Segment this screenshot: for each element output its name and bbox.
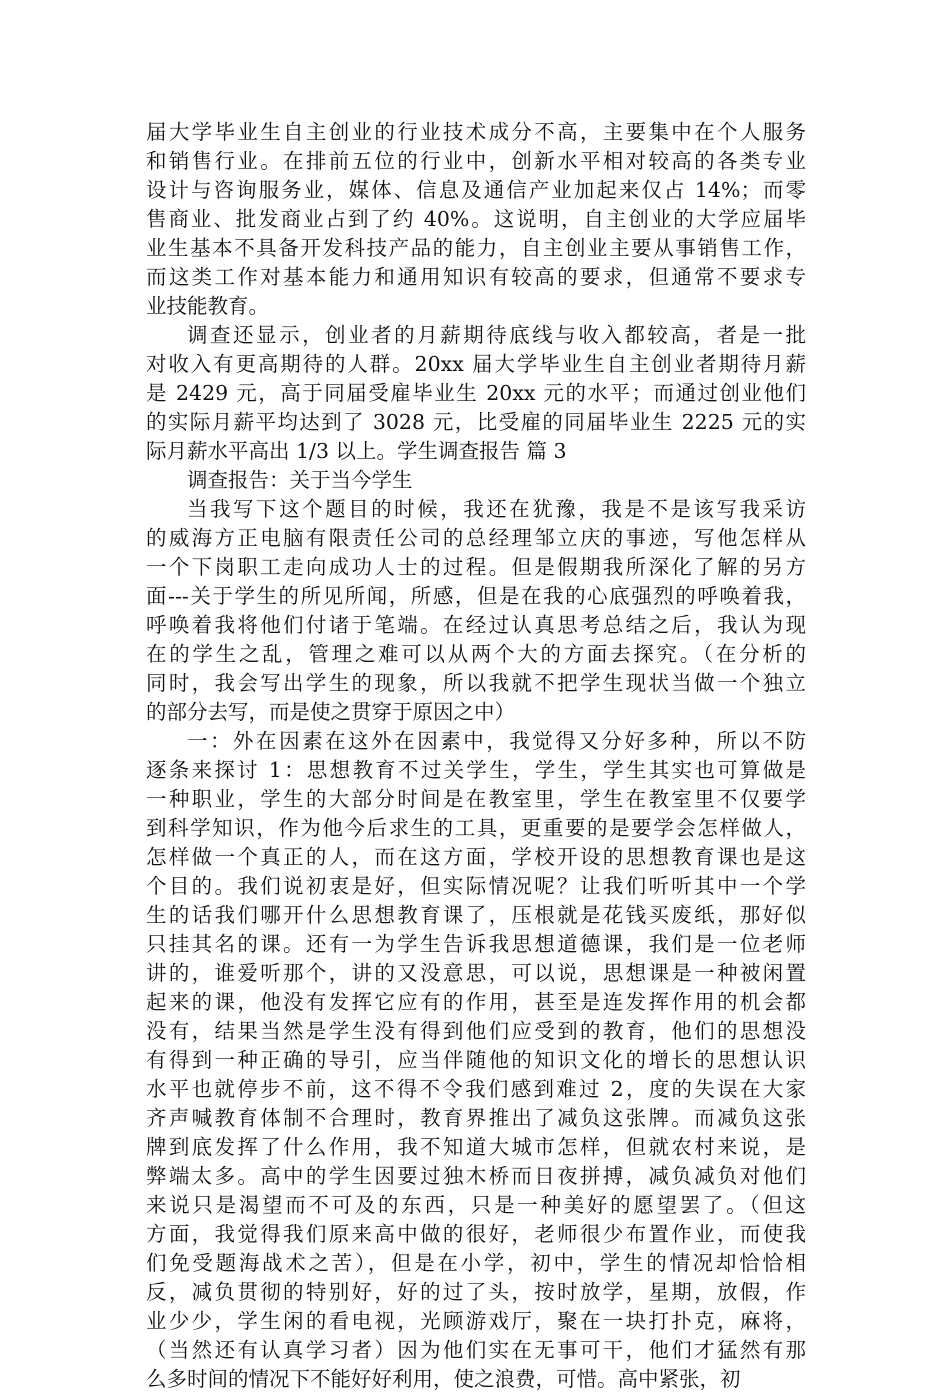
paragraph	[146, 118, 806, 321]
text-line: （当然还有认真学习者）因为他们实在无事可干，他们才猛然有那	[146, 1338, 806, 1362]
text-line: 调查还显示，创业者的月薪期待底线与收入都较高，者是一批	[187, 323, 806, 347]
text-line: 来说只是渴望而不可及的东西，只是一种美好的愿望罢了。（但这	[146, 1193, 806, 1217]
text-line: 业少少，学生闲的看电视，光顾游戏厅，聚在一块打扑克，麻将，	[146, 1309, 806, 1333]
text-line: 的实际月薪平均达到了 3028 元，比受雇的同届毕业生 2225 元的实	[146, 410, 806, 434]
text-line: 弊端太多。高中的学生因要过独木桥而日夜拼搏，减负减负对他们	[146, 1164, 806, 1188]
text-line: 调查报告：关于当今学生	[187, 468, 413, 492]
text-line: 售商业、批发商业占到了约 40%。这说明，自主创业的大学应届毕	[146, 207, 806, 231]
text-line: 对收入有更高期待的人群。20xx 届大学毕业生自主创业者期待月薪	[146, 352, 806, 376]
text-line: 方面，我觉得我们原来高中做的很好，老师很少布置作业，而使我	[146, 1222, 806, 1246]
text-line: 怎样做一个真正的人，而在这方面，学校开设的思想教育课也是这	[146, 845, 806, 869]
text-line: 么多时间的情况下不能好好利用，使之浪费，可惜。高中紧张，初	[146, 1367, 741, 1391]
text-line: 一：外在因素在这外在因素中，我觉得又分好多种，所以不防	[187, 729, 806, 753]
text-line: 牌到底发挥了什么作用，我不知道大城市怎样，但就农村来说，是	[146, 1135, 806, 1159]
text-line: 讲的，谁爱听那个，讲的又没意思，可以说，思想课是一种被闲置	[146, 961, 806, 985]
paragraph	[146, 321, 806, 466]
text-line: 水平也就停步不前，这不得不令我们感到难过 2，度的失误在大家	[146, 1077, 806, 1101]
text-line: 生的话我们哪开什么思想教育课了，压根就是花钱买废纸，那好似	[146, 903, 806, 927]
text-line: 业技能教育。	[146, 294, 269, 318]
text-line: 有得到一种正确的导引，应当伴随他的知识文化的增长的思想认识	[146, 1048, 806, 1072]
text-line: 一个下岗职工走向成功人士的过程。但是假期我所深化了解的另方	[146, 555, 806, 579]
text-line: 没有，结果当然是学生没有得到他们应受到的教育，他们的思想没	[146, 1019, 806, 1043]
text-line: 反，减负贯彻的特别好，好的过了头，按时放学，星期，放假，作	[146, 1280, 806, 1304]
paragraph	[146, 466, 806, 495]
text-line: 一种职业，学生的大部分时间是在教室里，学生在教室里不仅要学	[146, 787, 806, 811]
text-line: 只挂其名的课。还有一为学生告诉我思想道德课，我们是一位老师	[146, 932, 806, 956]
paragraph	[146, 495, 806, 727]
text-line: 的威海方正电脑有限责任公司的总经理邹立庆的事迹，写他怎样从	[146, 526, 806, 550]
text-line: 当我写下这个题目的时候，我还在犹豫，我是不是该写我采访	[187, 497, 806, 521]
text-line: 在的学生之乱，管理之难可以从两个大的方面去探究。（在分析的	[146, 642, 806, 666]
text-line: 而这类工作对基本能力和通用知识有较高的要求，但通常不要求专	[146, 265, 806, 289]
text-line: 际月薪水平高出 1/3 以上。学生调查报告 篇 3	[146, 439, 567, 463]
text-line: 的部分去写，而是使之贯穿于原因之中）	[146, 700, 515, 724]
text-line: 业生基本不具备开发科技产品的能力，自主创业主要从事销售工作，	[146, 236, 806, 260]
text-line: 届大学毕业生自主创业的行业技术成分不高，主要集中在个人服务	[146, 120, 806, 144]
text-line: 设计与咨询服务业，媒体、信息及通信产业加起来仅占 14%；而零	[146, 178, 806, 202]
document-body	[146, 118, 806, 1394]
text-line: 个目的。我们说初衷是好，但实际情况呢？让我们听听其中一个学	[146, 874, 806, 898]
text-line: 齐声喊教育体制不合理时，教育界推出了减负这张牌。而减负这张	[146, 1106, 806, 1130]
text-line: 起来的课，他没有发挥它应有的作用，甚至是连发挥作用的机会都	[146, 990, 806, 1014]
text-line: 呼唤着我将他们付诸于笔端。在经过认真思考总结之后，我认为现	[146, 613, 806, 637]
text-line: 和销售行业。在排前五位的行业中，创新水平相对较高的各类专业	[146, 149, 806, 173]
document-page	[146, 118, 806, 1394]
text-line: 是 2429 元，高于同届受雇毕业生 20xx 元的水平；而通过创业他们	[146, 381, 806, 405]
text-line: 逐条来探讨 1：思想教育不过关学生，学生，学生其实也可算做是	[146, 758, 806, 782]
text-line: 面---关于学生的所见所闻，所感，但是在我的心底强烈的呼唤着我，	[146, 584, 806, 608]
paragraph	[146, 727, 806, 1394]
text-line: 同时，我会写出学生的现象，所以我就不把学生现状当做一个独立	[146, 671, 806, 695]
text-line: 们免受题海战术之苦），但是在小学，初中，学生的情况却恰恰相	[146, 1251, 806, 1275]
text-line: 到科学知识，作为他今后求生的工具，更重要的是要学会怎样做人，	[146, 816, 806, 840]
